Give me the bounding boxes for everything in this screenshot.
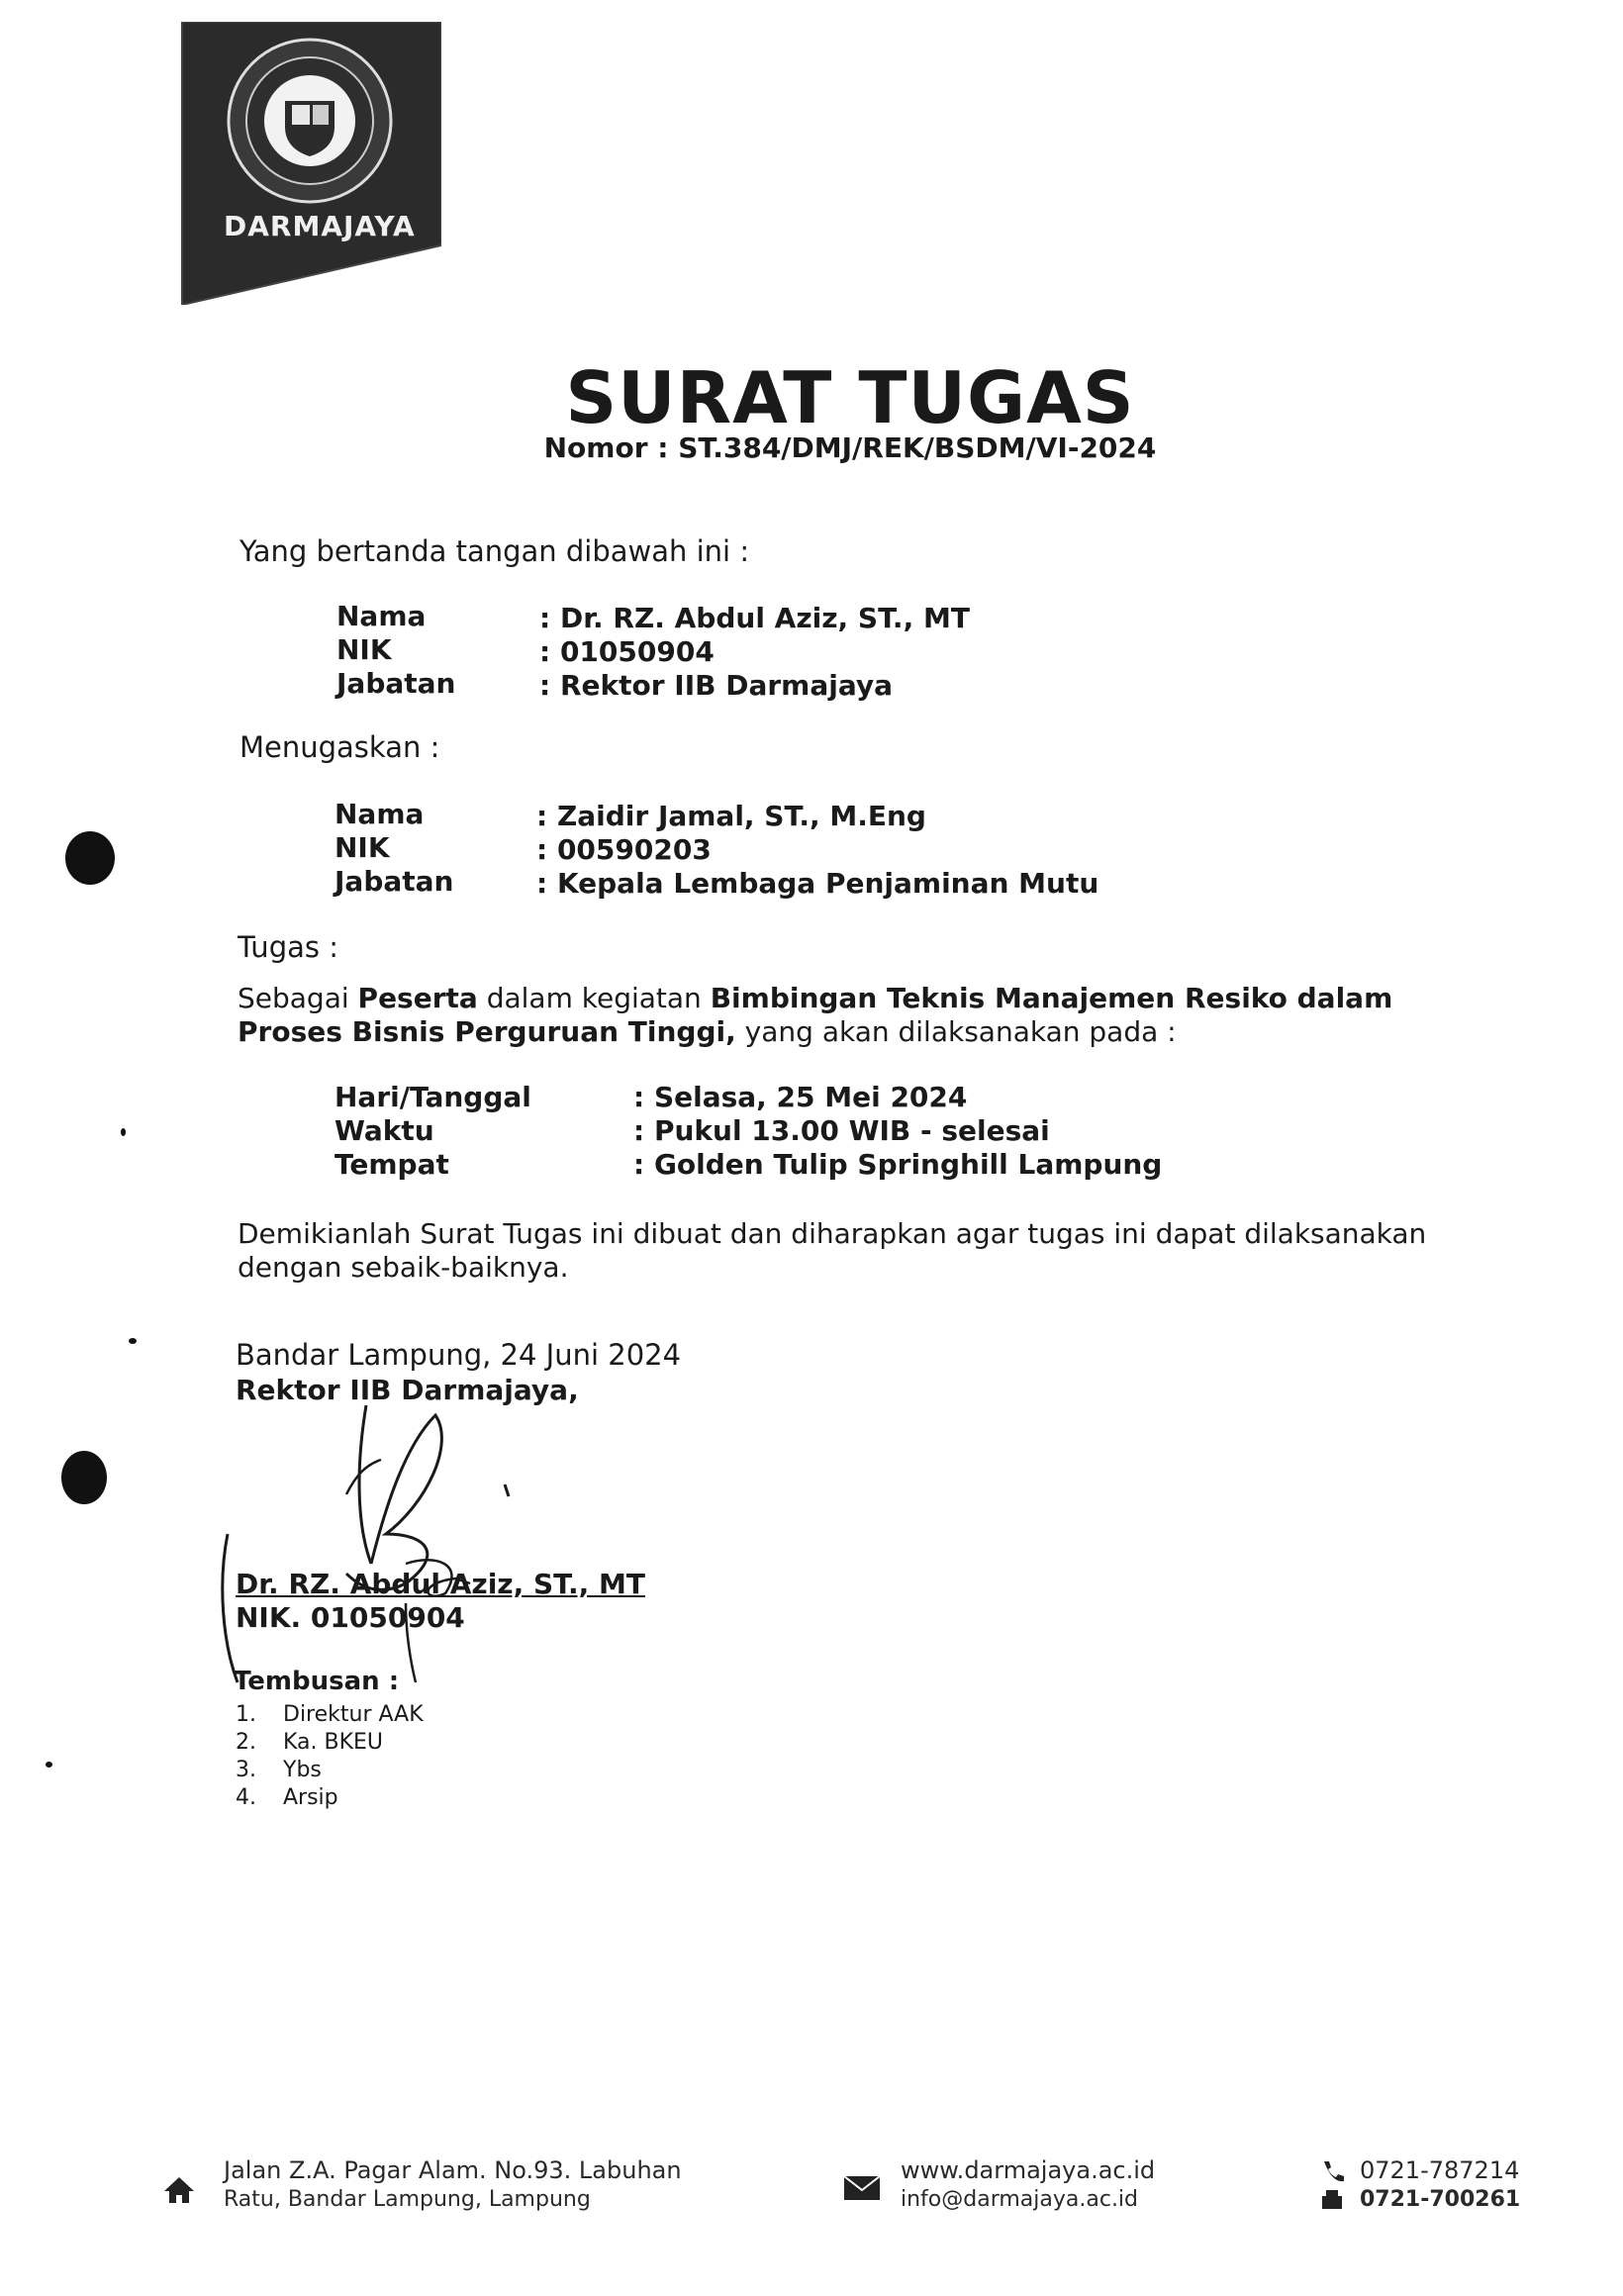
schedule-hari-value: : Selasa, 25 Mei 2024: [633, 1081, 968, 1113]
mail-icon: [843, 2175, 881, 2205]
task-text-1: Sebagai: [238, 982, 358, 1014]
scan-speck: [46, 1762, 52, 1768]
punch-hole-mark: [65, 831, 115, 885]
task-text-3: yang akan dilaksanakan pada :: [735, 1015, 1177, 1048]
handwritten-signature: [208, 1386, 525, 1696]
phone-icon: [1320, 2159, 1344, 2187]
schedule-hari-label: Hari/Tanggal: [334, 1081, 531, 1113]
assignee-nik-value: : 00590203: [536, 833, 712, 866]
task-role: Peserta: [357, 982, 478, 1014]
fax-icon: [1320, 2189, 1344, 2215]
task-text-2: dalam kegiatan: [477, 982, 711, 1014]
phone-number: 0721-787214: [1360, 2156, 1520, 2184]
document-number: Nomor : ST.384/DMJ/REK/BSDM/VI-2024: [543, 431, 1157, 464]
assignee-jabatan-value: : Kepala Lembaga Penjaminan Mutu: [536, 867, 1099, 900]
task-event: Bimbingan Teknis Manajemen Resiko dalam Proses Bisnis Perguruan Tinggi,: [238, 982, 1393, 1048]
assignee-nama-label: Nama: [334, 798, 425, 830]
task-paragraph: [238, 982, 1455, 1049]
signer-name: Dr. RZ. Abdul Aziz, ST., MT: [236, 1568, 645, 1600]
assignee-jabatan-label: Jabatan: [334, 865, 454, 898]
schedule-waktu-value: : Pukul 13.00 WIB - selesai: [633, 1114, 1050, 1147]
signer-nik-value: : 01050904: [539, 635, 715, 668]
scan-speck: [129, 1338, 137, 1344]
schedule-tempat-value: : Golden Tulip Springhill Lampung: [633, 1148, 1163, 1181]
signer-jabatan-value: : Rektor IIB Darmajaya: [539, 669, 894, 702]
fax-number: 0721-700261: [1360, 2187, 1521, 2212]
institution-logo: [178, 22, 441, 305]
signer-nama-value: : Dr. RZ. Abdul Aziz, ST., MT: [539, 602, 970, 634]
schedule-tempat-label: Tempat: [334, 1148, 449, 1181]
signer-nik-label: NIK: [336, 633, 392, 666]
tembusan-label: Tembusan :: [234, 1667, 400, 1696]
email[interactable]: info@darmajaya.ac.id: [901, 2187, 1139, 2212]
assignee-nik-label: NIK: [334, 831, 390, 864]
signer-jabatan-label: Jabatan: [336, 667, 456, 700]
signer-nik: NIK. 01050904: [236, 1601, 465, 1634]
place-date: Bandar Lampung, 24 Juni 2024: [236, 1338, 682, 1372]
assignee-nama-value: : Zaidir Jamal, ST., M.Eng: [536, 800, 926, 832]
closing-paragraph: Demikianlah Surat Tugas ini dibuat dan diharapkan agar tugas ini dapat dilaksanakan dengan sebaik-baiknya.: [238, 1217, 1427, 1284]
address-line-2: Ratu, Bandar Lampung, Lampung: [224, 2187, 591, 2212]
logo-wordmark: DARMAJAYA: [224, 210, 416, 242]
punch-hole-mark: [61, 1451, 107, 1504]
signer-nama-label: Nama: [336, 600, 427, 632]
document-title: SURAT TUGAS: [565, 356, 1135, 439]
signer-title: Rektor IIB Darmajaya,: [236, 1374, 579, 1406]
website[interactable]: www.darmajaya.ac.id: [901, 2156, 1156, 2184]
assign-label: Menugaskan :: [239, 730, 440, 764]
tugas-label: Tugas :: [238, 930, 338, 964]
home-icon: [162, 2175, 196, 2209]
scan-speck: [121, 1128, 126, 1136]
address-line-1: Jalan Z.A. Pagar Alam. No.93. Labuhan: [224, 2156, 682, 2184]
tembusan-list: 1. Direktur AAK 2. Ka. BKEU 3. Ybs 4. Arsip: [236, 1702, 424, 1810]
schedule-waktu-label: Waktu: [334, 1114, 434, 1147]
intro-text: Yang bertanda tangan dibawah ini :: [239, 534, 750, 568]
